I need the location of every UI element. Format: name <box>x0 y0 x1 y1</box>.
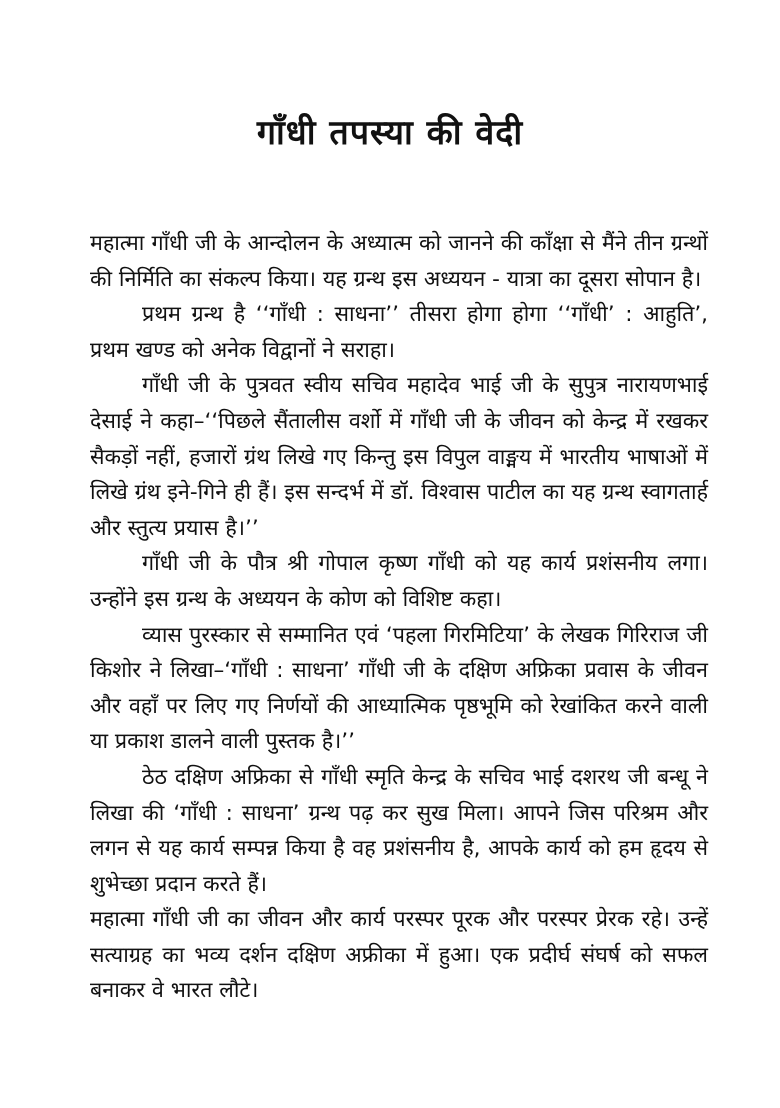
paragraph-3: गाँधी जी के पुत्रवत स्वीय सचिव महादेव भाई जी के सुपुत्र नारायणभाई देसाई ने कहा–‘‘पिछले सैंतालीस वर्शो में गाँधी जी के जीवन को केन्द्र में रखकर सैकड़ों नहीं, हजारों ग्रंथ लिखे गए किन्तु इस विपुल वाङ्मय में भारतीय भाषाओं में लिखे ग्रंथ इने-गिने ही हैं। इस सन्दर्भ में डॉ. विश्वास पाटील का यह ग्रन्थ स्वागतार्ह और स्तुत्य प्रयास है।’’ <box>90 373 708 541</box>
page-title: गाँधी तपस्या की वेदी <box>256 113 524 153</box>
paragraph-1: महात्मा गाँधी जी के आन्दोलन के अध्यात्म को जानने की काँक्षा से मैंने तीन ग्रन्थों की निर्मिति का संकल्प किया। यह ग्रन्थ इस अध्ययन - यात्रा का दूसरा सोपान है। <box>90 231 708 292</box>
paragraph-5: व्यास पुरस्कार से सम्मानित एवं ‘पहला गिरमिटिया’ के लेखक गिरिराज जी किशोर ने लिखा–‘गाँधी : साधना’ गाँधी जी के दक्षिण अफ्रिका प्रवास के जीवन और वहाँ पर लिए गए निर्णयों की आध्यात्मिक पृष्ठभूमि को रेखांकित करने वाली या प्रकाश डालने वाली पुस्तक है।’’ <box>90 622 708 755</box>
body-text <box>90 226 708 1009</box>
paragraph-6: ठेठ दक्षिण अफ्रिका से गाँधी स्मृति केन्द्र के सचिव भाई दशरथ जी बन्धू ने लिखा की ‘गाँधी : साधना’ ग्रन्थ पढ़ कर सुख मिला। आपने जिस परिश्रम और लगन से यह कार्य सम्पन्न किया है वह प्रशंसनीय है, आपके कार्य को हम हृदय से शुभेच्छा प्रदान करते हैं। <box>90 764 708 897</box>
paragraph-7: महात्मा गाँधी जी का जीवन और कार्य परस्पर पूरक और परस्पर प्रेरक रहे। उन्हें सत्याग्रह का भव्य दर्शन दक्षिण अफ्रीका में हुआ। एक प्रदीर्घ संघर्ष को सफल बनाकर वे भारत लौटे। <box>90 907 708 1004</box>
paragraph-2: प्रथम ग्रन्थ है ‘‘गाँधी : साधना’’ तीसरा होगा होगा ‘‘गाँधी’ : आहुति’, प्रथम खण्ड को अनेक विद्वानों ने सराहा। <box>90 302 708 363</box>
paragraph-4: गाँधी जी के पौत्र श्री गोपाल कृष्ण गाँधी को यह कार्य प्रशंसनीय लगा। उन्होंने इस ग्रन्थ के अध्ययन के कोण को विशिष्ट कहा। <box>90 551 708 612</box>
